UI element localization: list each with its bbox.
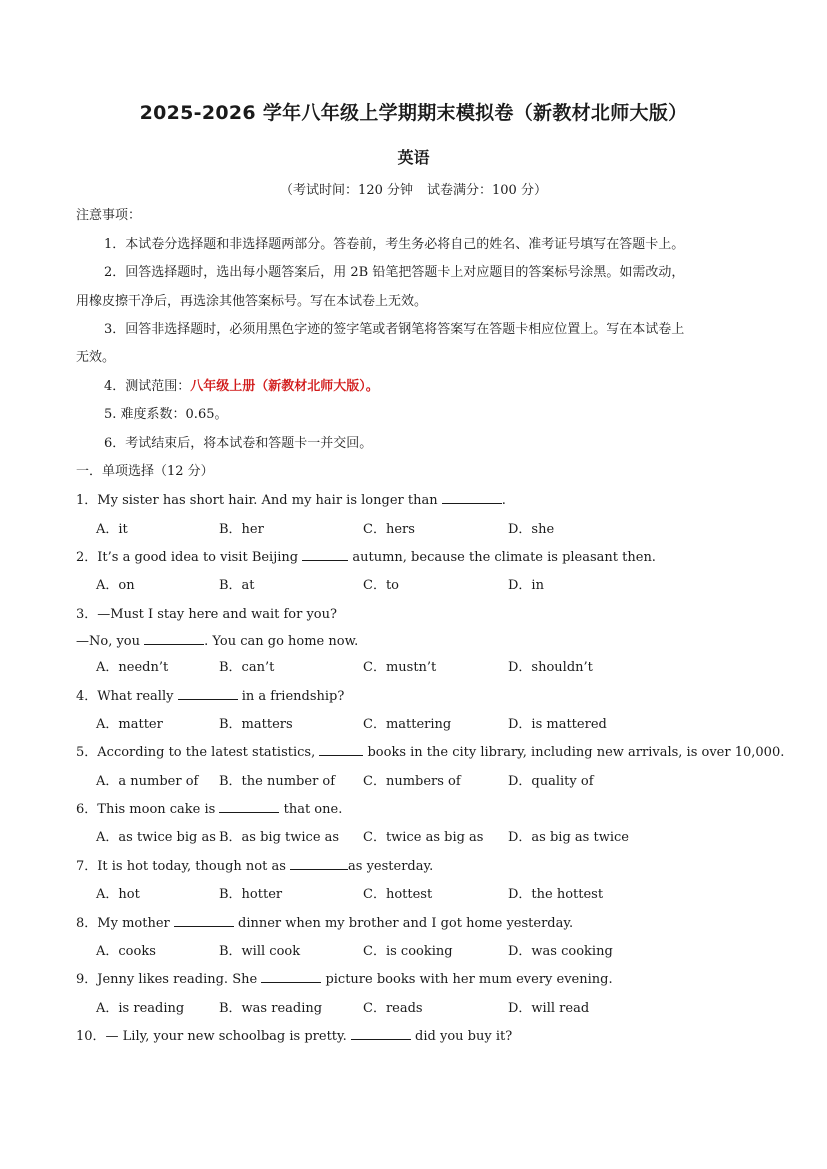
question-text: Jenny likes reading. She bbox=[97, 972, 262, 987]
exam-info bbox=[0, 179, 827, 198]
answer-blank bbox=[290, 857, 348, 870]
option-b: B．will cook bbox=[219, 944, 301, 959]
options-1 bbox=[96, 520, 736, 540]
options-9 bbox=[96, 999, 736, 1019]
options-5 bbox=[96, 772, 736, 792]
question-text-end: picture books with her mum every evening. bbox=[321, 972, 613, 987]
question-9 bbox=[76, 970, 613, 990]
page-title: 2025-2026 学年八年级上学期期末模拟卷（新教材北师大版） bbox=[139, 102, 688, 124]
option-c: C．twice as big as bbox=[363, 830, 484, 845]
notice-item-4 bbox=[104, 377, 379, 397]
question-text: — Lily, your new schoolbag is pretty. bbox=[105, 1029, 351, 1044]
question-text: My mother bbox=[97, 916, 174, 931]
answer-blank bbox=[442, 491, 502, 504]
option-c: C．reads bbox=[363, 1001, 423, 1016]
question-number: 9． bbox=[76, 972, 98, 987]
answer-blank bbox=[178, 687, 238, 700]
question-number: 10． bbox=[76, 1029, 106, 1044]
answer-blank bbox=[144, 632, 204, 645]
question-3-reply bbox=[76, 632, 358, 652]
question-text: It’s a good idea to visit Beijing bbox=[97, 550, 303, 565]
option-a: A．matter bbox=[96, 717, 163, 732]
question-number: 2． bbox=[76, 550, 98, 565]
option-d: D．the hottest bbox=[508, 887, 604, 902]
option-c: C．is cooking bbox=[363, 944, 453, 959]
question-text: What really bbox=[97, 689, 178, 704]
answer-blank bbox=[261, 970, 321, 983]
option-a: A．cooks bbox=[96, 944, 156, 959]
question-4 bbox=[76, 687, 344, 707]
options-7 bbox=[96, 885, 736, 905]
question-text: —Must I stay here and wait for you? bbox=[97, 607, 337, 622]
options-2 bbox=[96, 576, 736, 596]
exam-score: 试卷满分：100 分） bbox=[427, 183, 547, 198]
option-b: B．matters bbox=[219, 717, 293, 732]
answer-blank bbox=[351, 1027, 411, 1040]
options-4 bbox=[96, 715, 736, 735]
answer-blank bbox=[219, 800, 279, 813]
question-text-end: did you buy it? bbox=[410, 1029, 513, 1044]
options-6 bbox=[96, 828, 736, 848]
answer-blank bbox=[302, 548, 348, 561]
option-c: C．mustn’t bbox=[363, 660, 437, 675]
question-text: My sister has short hair. And my hair is longer than bbox=[97, 493, 442, 508]
option-d: D．she bbox=[508, 522, 555, 537]
question-number: 6． bbox=[76, 802, 98, 817]
options-8 bbox=[96, 942, 736, 962]
option-b: B．at bbox=[219, 578, 255, 593]
question-text-end: as yesterday. bbox=[348, 859, 434, 874]
option-c: C．numbers of bbox=[363, 774, 461, 789]
question-1 bbox=[76, 491, 506, 511]
question-text-end: dinner when my brother and I got home yesterday. bbox=[233, 916, 574, 931]
question-number: 5． bbox=[76, 745, 98, 760]
notice-item-5: 5. 难度系数：0.65。 bbox=[104, 407, 228, 422]
question-text: This moon cake is bbox=[97, 802, 220, 817]
question-text-end: . You can go home now. bbox=[204, 634, 359, 649]
question-text-end: that one. bbox=[279, 802, 343, 817]
answer-blank bbox=[174, 914, 234, 927]
option-d: D．shouldn’t bbox=[508, 660, 593, 675]
option-a: A．it bbox=[96, 522, 128, 537]
question-number: 1． bbox=[76, 493, 98, 508]
option-b: B．as big twice as bbox=[219, 830, 340, 845]
option-c: C．to bbox=[363, 578, 399, 593]
options-3 bbox=[96, 658, 736, 678]
option-b: B．can’t bbox=[219, 660, 275, 675]
question-2 bbox=[76, 548, 656, 568]
question-8 bbox=[76, 914, 573, 934]
option-c: C．hers bbox=[363, 522, 415, 537]
option-d: D．as big as twice bbox=[508, 830, 629, 845]
question-number: 7． bbox=[76, 859, 98, 874]
test-scope: 八年级上册（新教材北师大版）。 bbox=[190, 379, 379, 394]
question-text: It is hot today, though not as bbox=[97, 859, 291, 874]
option-d: D．quality of bbox=[508, 774, 594, 789]
option-a: A．needn’t bbox=[96, 660, 169, 675]
notice-heading: 注意事项： bbox=[76, 208, 142, 223]
option-c: C．mattering bbox=[363, 717, 452, 732]
notice-item-3-cont: 无效。 bbox=[76, 350, 116, 365]
answer-blank bbox=[319, 743, 363, 756]
exam-time: （考试时间：120 分钟 bbox=[280, 183, 413, 198]
question-10 bbox=[76, 1027, 512, 1047]
question-7 bbox=[76, 857, 433, 877]
question-text-end: books in the city library, including new arrivals, is over 10,000. bbox=[363, 745, 785, 760]
option-b: B．her bbox=[219, 522, 264, 537]
question-3 bbox=[76, 605, 337, 625]
option-a: A．as twice big as bbox=[96, 830, 216, 845]
question-number: 4． bbox=[76, 689, 98, 704]
option-a: A．on bbox=[96, 578, 135, 593]
option-d: D．was cooking bbox=[508, 944, 613, 959]
option-d: D．will read bbox=[508, 1001, 590, 1016]
notice-item-6: 6．考试结束后，将本试卷和答题卡一并交回。 bbox=[104, 436, 373, 451]
section-heading: 一．单项选择（12 分） bbox=[76, 464, 214, 479]
option-b: B．hotter bbox=[219, 887, 283, 902]
question-text-end: in a friendship? bbox=[237, 689, 345, 704]
question-text: —No, you bbox=[76, 634, 145, 649]
notice-item-2: 2．回答选择题时，选出每小题答案后，用 2B 铅笔把答题卡上对应题目的答案标号涂黑。如需改动， bbox=[104, 265, 685, 280]
notice-item-2-cont: 用橡皮擦干净后，再选涂其他答案标号。写在本试卷上无效。 bbox=[76, 294, 428, 309]
question-text-end: autumn, because the climate is pleasant then. bbox=[348, 550, 656, 565]
notice-item-1: 1．本试卷分选择题和非选择题两部分。答卷前，考生务必将自己的姓名、准考证号填写在答题卡上。 bbox=[104, 237, 685, 252]
notice-item-4-prefix: 4．测试范围： bbox=[104, 379, 191, 394]
option-d: D．is mattered bbox=[508, 717, 607, 732]
option-c: C．hottest bbox=[363, 887, 433, 902]
option-d: D．in bbox=[508, 578, 544, 593]
question-number: 3． bbox=[76, 607, 98, 622]
subject-heading: 英语 bbox=[397, 148, 430, 167]
option-b: B．was reading bbox=[219, 1001, 323, 1016]
question-text: According to the latest statistics, bbox=[97, 745, 320, 760]
question-5 bbox=[76, 743, 784, 763]
question-6 bbox=[76, 800, 342, 820]
option-a: A．hot bbox=[96, 887, 140, 902]
question-number: 8． bbox=[76, 916, 98, 931]
notice-item-3: 3．回答非选择题时，必须用黑色字迹的签字笔或者钢笔将答案写在答题卡相应位置上。写在本试卷上 bbox=[104, 322, 685, 337]
option-a: A．is reading bbox=[96, 1001, 185, 1016]
question-text-end: . bbox=[501, 493, 506, 508]
option-a: A．a number of bbox=[96, 774, 199, 789]
option-b: B．the number of bbox=[219, 774, 336, 789]
